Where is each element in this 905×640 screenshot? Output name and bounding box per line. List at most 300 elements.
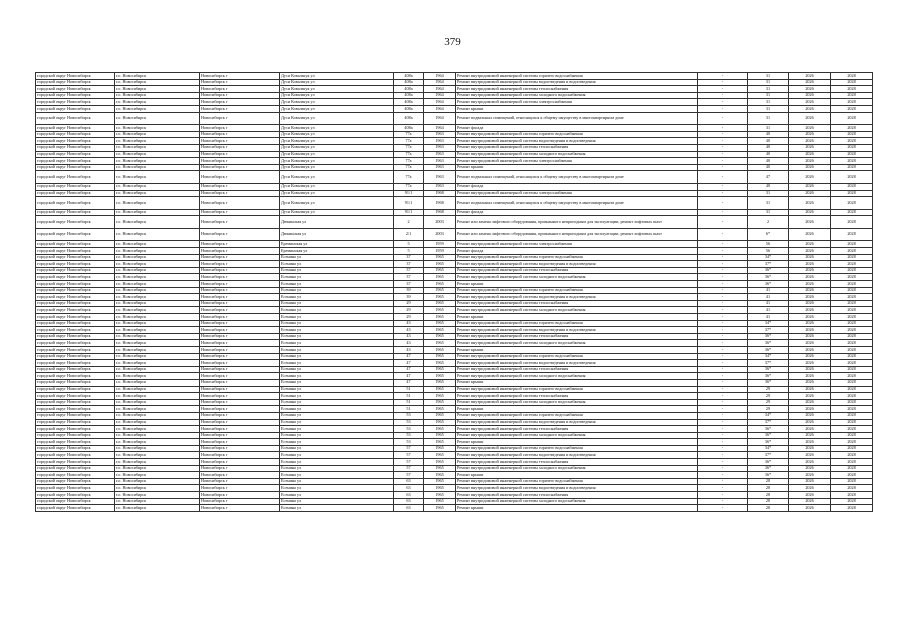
locality-cell: Новосибирск г (200, 320, 280, 327)
settlement-cell: г.о. Новосибирск (115, 287, 200, 294)
year-built-cell: 1965 (424, 353, 456, 360)
table-row (36, 426, 873, 433)
indicator-cell: - (698, 144, 748, 151)
indicator-cell: - (698, 281, 748, 288)
table-row (36, 314, 873, 321)
locality-cell: Новосибирск г (200, 314, 280, 321)
indicator-cell: - (698, 190, 748, 197)
year-built-cell: 2003 (424, 216, 456, 229)
amount-cell: 36* (748, 379, 789, 386)
table-row (36, 183, 873, 190)
year-to-cell: 2028 (831, 112, 873, 125)
locality-cell: Новосибирск г (200, 353, 280, 360)
amount-cell: 34* (748, 445, 789, 452)
house-number-cell: 63 (394, 478, 424, 485)
street-cell: Есенина ул (280, 340, 394, 347)
table-row (36, 346, 873, 353)
amount-cell: 41 (748, 307, 789, 314)
year-to-cell: 2028 (831, 216, 873, 229)
table-row (36, 478, 873, 485)
indicator-cell: - (698, 320, 748, 327)
locality-cell: Новосибирск г (200, 386, 280, 393)
district-cell: городской округ Новосибирск (36, 86, 115, 93)
amount-cell: 40 (748, 183, 789, 190)
year-from-cell: 2026 (789, 307, 831, 314)
house-number-cell: 63 (394, 498, 424, 505)
table-row (36, 125, 873, 132)
locality-cell: Новосибирск г (200, 254, 280, 261)
district-cell: городской округ Новосибирск (36, 281, 115, 288)
indicator-cell: - (698, 445, 748, 452)
street-cell: Есенина ул (280, 274, 394, 281)
locality-cell: Новосибирск г (200, 307, 280, 314)
year-built-cell: 1965 (424, 327, 456, 334)
year-from-cell: 2026 (789, 216, 831, 229)
year-built-cell: 1968 (424, 209, 456, 216)
street-cell: Есенина ул (280, 261, 394, 268)
year-to-cell: 2028 (831, 267, 873, 274)
work-type-cell: Ремонт внутридомовой инженерной системы теплоснабжения (456, 459, 698, 466)
year-to-cell: 2028 (831, 498, 873, 505)
street-cell: Есенина ул (280, 472, 394, 479)
year-built-cell: 1965 (424, 294, 456, 301)
year-from-cell: 2026 (789, 73, 831, 80)
street-cell: Есенина ул (280, 445, 394, 452)
amount-cell: 36* (748, 373, 789, 380)
year-built-cell: 1965 (424, 333, 456, 340)
settlement-cell: г.о. Новосибирск (115, 399, 200, 406)
house-number-cell: 5 (394, 241, 424, 248)
work-type-cell: Ремонт внутридомовой инженерной системы горячего водоснабжения (456, 412, 698, 419)
table-row (36, 287, 873, 294)
work-type-cell: Ремонт подвальных помещений, относящихся к общему имуществу в многоквартирном доме (456, 112, 698, 125)
amount-cell: 31 (748, 105, 789, 112)
locality-cell: Новосибирск г (200, 452, 280, 459)
year-from-cell: 2026 (789, 406, 831, 413)
amount-cell: 36* (748, 432, 789, 439)
year-to-cell: 2028 (831, 314, 873, 321)
work-type-cell: Ремонт внутридомовой инженерной системы электроснабжения (456, 241, 698, 248)
district-cell: городской округ Новосибирск (36, 112, 115, 125)
settlement-cell: г.о. Новосибирск (115, 281, 200, 288)
amount-cell: 36* (748, 465, 789, 472)
table-row (36, 79, 873, 86)
year-to-cell: 2028 (831, 131, 873, 138)
table-row (36, 485, 873, 492)
work-type-cell: Ремонт подвальных помещений, относящихся к общему имуществу в многоквартирном доме (456, 171, 698, 184)
indicator-cell: - (698, 307, 748, 314)
district-cell: городской округ Новосибирск (36, 353, 115, 360)
year-to-cell: 2028 (831, 254, 873, 261)
year-to-cell: 2028 (831, 197, 873, 210)
house-number-cell: 77а (394, 171, 424, 184)
year-built-cell: 1965 (424, 373, 456, 380)
locality-cell: Новосибирск г (200, 105, 280, 112)
year-to-cell: 2028 (831, 274, 873, 281)
work-type-cell: Ремонт или замена лифтового оборудования, признанного непригодным для эксплуатации, ремонт лифтовых шахт (456, 228, 698, 241)
year-built-cell: 1965 (424, 505, 456, 512)
street-cell: Ереминская ул (280, 248, 394, 255)
indicator-cell: - (698, 92, 748, 99)
locality-cell: Новосибирск г (200, 393, 280, 400)
settlement-cell: г.о. Новосибирск (115, 216, 200, 229)
work-type-cell: Ремонт внутридомовой инженерной системы холодного водоснабжения (456, 274, 698, 281)
settlement-cell: г.о. Новосибирск (115, 125, 200, 132)
street-cell: Дуси Ковальчук ул (280, 197, 394, 210)
work-type-cell: Ремонт или замена лифтового оборудования, признанного непригодным для эксплуатации, ремонт лифтовых шахт (456, 216, 698, 229)
year-to-cell: 2028 (831, 412, 873, 419)
table-row (36, 353, 873, 360)
year-from-cell: 2026 (789, 412, 831, 419)
house-number-cell: 51 (394, 406, 424, 413)
indicator-cell: - (698, 432, 748, 439)
year-from-cell: 2026 (789, 144, 831, 151)
street-cell: Дуси Ковальчук ул (280, 190, 394, 197)
year-from-cell: 2026 (789, 485, 831, 492)
year-to-cell: 2028 (831, 79, 873, 86)
amount-cell: 34* (748, 353, 789, 360)
indicator-cell: - (698, 459, 748, 466)
amount-cell: 36* (748, 281, 789, 288)
street-cell: Есенина ул (280, 307, 394, 314)
house-number-cell: 2/1 (394, 228, 424, 241)
house-number-cell: 37 (394, 267, 424, 274)
year-to-cell: 2028 (831, 307, 873, 314)
district-cell: городской округ Новосибирск (36, 267, 115, 274)
work-type-cell: Ремонт крыши (456, 105, 698, 112)
table-row (36, 164, 873, 171)
street-cell: Есенина ул (280, 399, 394, 406)
settlement-cell: г.о. Новосибирск (115, 478, 200, 485)
locality-cell: Новосибирск г (200, 327, 280, 334)
year-to-cell: 2028 (831, 261, 873, 268)
indicator-cell: - (698, 216, 748, 229)
street-cell: Есенина ул (280, 452, 394, 459)
house-number-cell: 37 (394, 281, 424, 288)
year-built-cell: 1965 (424, 459, 456, 466)
table-row (36, 216, 873, 229)
house-number-cell: 39 (394, 287, 424, 294)
house-number-cell: 57 (394, 452, 424, 459)
work-type-cell: Ремонт внутридомовой инженерной системы водоотведения и водоотведения (456, 261, 698, 268)
locality-cell: Новосибирск г (200, 294, 280, 301)
indicator-cell: - (698, 379, 748, 386)
amount-cell: 40 (748, 164, 789, 171)
year-from-cell: 2026 (789, 492, 831, 499)
year-to-cell: 2028 (831, 353, 873, 360)
year-from-cell: 2026 (789, 274, 831, 281)
year-to-cell: 2028 (831, 373, 873, 380)
work-type-cell: Ремонт внутридомовой инженерной системы водоотведения и водоотведения (456, 327, 698, 334)
locality-cell: Новосибирск г (200, 281, 280, 288)
amount-cell: 37* (748, 452, 789, 459)
street-cell: Есенина ул (280, 379, 394, 386)
year-from-cell: 2026 (789, 373, 831, 380)
district-cell: городской округ Новосибирск (36, 386, 115, 393)
year-from-cell: 2026 (789, 86, 831, 93)
street-cell: Есенина ул (280, 419, 394, 426)
locality-cell: Новосибирск г (200, 346, 280, 353)
year-from-cell: 2026 (789, 379, 831, 386)
year-built-cell: 1963 (424, 151, 456, 158)
year-to-cell: 2028 (831, 241, 873, 248)
district-cell: городской округ Новосибирск (36, 274, 115, 281)
year-built-cell: 1964 (424, 125, 456, 132)
work-type-cell: Ремонт внутридомовой инженерной системы водоотведения и водоотведения (456, 452, 698, 459)
table-row (36, 373, 873, 380)
work-type-cell: Ремонт внутридомовой инженерной системы водоотведения и водоотведения (456, 485, 698, 492)
work-type-cell: Ремонт внутридомовой инженерной системы холодного водоснабжения (456, 373, 698, 380)
year-from-cell: 2026 (789, 158, 831, 165)
district-cell: городской округ Новосибирск (36, 485, 115, 492)
work-type-cell: Ремонт внутридомовой инженерной системы холодного водоснабжения (456, 307, 698, 314)
house-number-cell: 43 (394, 320, 424, 327)
amount-cell: 29 (748, 386, 789, 393)
street-cell: Дуси Ковальчук ул (280, 183, 394, 190)
year-from-cell: 2026 (789, 432, 831, 439)
year-built-cell: 1963 (424, 171, 456, 184)
indicator-cell: - (698, 138, 748, 145)
table-row (36, 267, 873, 274)
year-built-cell: 1965 (424, 300, 456, 307)
work-type-cell: Ремонт фасада (456, 125, 698, 132)
settlement-cell: г.о. Новосибирск (115, 197, 200, 210)
year-from-cell: 2026 (789, 327, 831, 334)
work-type-cell: Ремонт внутридомовой инженерной системы горячего водоснабжения (456, 73, 698, 80)
indicator-cell: - (698, 485, 748, 492)
year-to-cell: 2028 (831, 228, 873, 241)
year-built-cell: 1965 (424, 498, 456, 505)
year-from-cell: 2026 (789, 183, 831, 190)
year-built-cell: 2003 (424, 228, 456, 241)
year-from-cell: 2026 (789, 131, 831, 138)
district-cell: городской округ Новосибирск (36, 373, 115, 380)
amount-cell: 6* (748, 228, 789, 241)
year-to-cell: 2028 (831, 105, 873, 112)
locality-cell: Новосибирск г (200, 419, 280, 426)
year-to-cell: 2028 (831, 445, 873, 452)
district-cell: городской округ Новосибирск (36, 346, 115, 353)
indicator-cell: - (698, 151, 748, 158)
street-cell: Дуси Ковальчук ул (280, 131, 394, 138)
year-to-cell: 2028 (831, 183, 873, 190)
year-from-cell: 2026 (789, 294, 831, 301)
year-from-cell: 2026 (789, 459, 831, 466)
amount-cell: 36* (748, 274, 789, 281)
amount-cell: 41 (748, 294, 789, 301)
table-row (36, 307, 873, 314)
table-row (36, 131, 873, 138)
work-type-cell: Ремонт внутридомовой инженерной системы горячего водоснабжения (456, 445, 698, 452)
house-number-cell: 43 (394, 346, 424, 353)
work-type-cell: Ремонт внутридомовой инженерной системы электроснабжения (456, 99, 698, 106)
table-row (36, 300, 873, 307)
amount-cell: 31 (748, 209, 789, 216)
amount-cell: 40 (748, 131, 789, 138)
year-from-cell: 2026 (789, 353, 831, 360)
settlement-cell: г.о. Новосибирск (115, 406, 200, 413)
work-type-cell: Ремонт внутридомовой инженерной системы теплоснабжения (456, 333, 698, 340)
year-to-cell: 2028 (831, 492, 873, 499)
year-built-cell: 1965 (424, 412, 456, 419)
amount-cell: 41 (748, 300, 789, 307)
work-type-cell: Ремонт внутридомовой инженерной системы теплоснабжения (456, 144, 698, 151)
year-built-cell: 1965 (424, 406, 456, 413)
year-built-cell: 1968 (424, 190, 456, 197)
year-to-cell: 2028 (831, 386, 873, 393)
locality-cell: Новосибирск г (200, 333, 280, 340)
district-cell: городской округ Новосибирск (36, 472, 115, 479)
year-to-cell: 2028 (831, 281, 873, 288)
house-number-cell: 53 (394, 412, 424, 419)
amount-cell: 31 (748, 197, 789, 210)
locality-cell: Новосибирск г (200, 209, 280, 216)
settlement-cell: г.о. Новосибирск (115, 105, 200, 112)
settlement-cell: г.о. Новосибирск (115, 112, 200, 125)
table-row (36, 505, 873, 512)
house-number-cell: 408а (394, 112, 424, 125)
amount-cell: 31 (748, 99, 789, 106)
house-number-cell: 77а (394, 151, 424, 158)
house-number-cell: 77а (394, 158, 424, 165)
table-row (36, 73, 873, 80)
indicator-cell: - (698, 248, 748, 255)
year-built-cell: 1965 (424, 419, 456, 426)
year-to-cell: 2028 (831, 426, 873, 433)
district-cell: городской округ Новосибирск (36, 216, 115, 229)
settlement-cell: г.о. Новосибирск (115, 492, 200, 499)
house-number-cell: 39 (394, 294, 424, 301)
amount-cell: 36* (748, 267, 789, 274)
street-cell: Есенина ул (280, 393, 394, 400)
street-cell: Дуси Ковальчук ул (280, 112, 394, 125)
indicator-cell: - (698, 426, 748, 433)
locality-cell: Новосибирск г (200, 138, 280, 145)
settlement-cell: г.о. Новосибирск (115, 386, 200, 393)
year-built-cell: 1965 (424, 366, 456, 373)
table-row (36, 412, 873, 419)
street-cell: Дуси Ковальчук ул (280, 99, 394, 106)
house-number-cell: 53 (394, 419, 424, 426)
page-number: 379 (444, 36, 461, 48)
table-row (36, 281, 873, 288)
work-type-cell: Ремонт внутридомовой инженерной системы холодного водоснабжения (456, 151, 698, 158)
amount-cell: 37* (748, 419, 789, 426)
settlement-cell: г.о. Новосибирск (115, 86, 200, 93)
district-cell: городской округ Новосибирск (36, 241, 115, 248)
settlement-cell: г.о. Новосибирск (115, 261, 200, 268)
year-from-cell: 2026 (789, 439, 831, 446)
year-from-cell: 2026 (789, 426, 831, 433)
house-number-cell: 408а (394, 79, 424, 86)
indicator-cell: - (698, 164, 748, 171)
year-to-cell: 2028 (831, 379, 873, 386)
district-cell: городской округ Новосибирск (36, 248, 115, 255)
indicator-cell: - (698, 346, 748, 353)
table-row (36, 254, 873, 261)
year-from-cell: 2026 (789, 164, 831, 171)
amount-cell: 28 (748, 498, 789, 505)
year-from-cell: 2026 (789, 99, 831, 106)
amount-cell: 36* (748, 459, 789, 466)
year-from-cell: 2026 (789, 254, 831, 261)
year-from-cell: 2026 (789, 314, 831, 321)
work-type-cell: Ремонт внутридомовой инженерной системы горячего водоснабжения (456, 320, 698, 327)
year-to-cell: 2028 (831, 472, 873, 479)
house-number-cell: 51 (394, 399, 424, 406)
amount-cell: 29 (748, 406, 789, 413)
settlement-cell: г.о. Новосибирск (115, 445, 200, 452)
year-to-cell: 2028 (831, 432, 873, 439)
settlement-cell: г.о. Новосибирск (115, 190, 200, 197)
locality-cell: Новосибирск г (200, 426, 280, 433)
indicator-cell: - (698, 86, 748, 93)
settlement-cell: г.о. Новосибирск (115, 505, 200, 512)
district-cell: городской округ Новосибирск (36, 432, 115, 439)
locality-cell: Новосибирск г (200, 164, 280, 171)
house-number-cell: 77а (394, 183, 424, 190)
locality-cell: Новосибирск г (200, 92, 280, 99)
street-cell: Есенина ул (280, 353, 394, 360)
district-cell: городской округ Новосибирск (36, 426, 115, 433)
year-built-cell: 1964 (424, 105, 456, 112)
year-from-cell: 2026 (789, 79, 831, 86)
year-to-cell: 2028 (831, 505, 873, 512)
house-number-cell: 43 (394, 333, 424, 340)
district-cell: городской округ Новосибирск (36, 412, 115, 419)
amount-cell: 28 (748, 485, 789, 492)
amount-cell: 36* (748, 340, 789, 347)
year-built-cell: 1965 (424, 287, 456, 294)
year-to-cell: 2028 (831, 125, 873, 132)
locality-cell: Новосибирск г (200, 73, 280, 80)
locality-cell: Новосибирск г (200, 478, 280, 485)
locality-cell: Новосибирск г (200, 300, 280, 307)
year-to-cell: 2028 (831, 73, 873, 80)
table-row (36, 261, 873, 268)
house-number-cell: 53 (394, 439, 424, 446)
amount-cell: 31 (748, 79, 789, 86)
work-type-cell: Ремонт внутридомовой инженерной системы холодного водоснабжения (456, 498, 698, 505)
year-from-cell: 2026 (789, 138, 831, 145)
year-from-cell: 2026 (789, 399, 831, 406)
street-cell: Дюкинская ул (280, 228, 394, 241)
indicator-cell: - (698, 99, 748, 106)
district-cell: городской округ Новосибирск (36, 294, 115, 301)
indicator-cell: - (698, 472, 748, 479)
settlement-cell: г.о. Новосибирск (115, 92, 200, 99)
indicator-cell: - (698, 79, 748, 86)
table-row (36, 171, 873, 184)
district-cell: городской округ Новосибирск (36, 406, 115, 413)
work-type-cell: Ремонт внутридомовой инженерной системы горячего водоснабжения (456, 287, 698, 294)
locality-cell: Новосибирск г (200, 399, 280, 406)
house-number-cell: 408а (394, 92, 424, 99)
year-built-cell: 1965 (424, 320, 456, 327)
settlement-cell: г.о. Новосибирск (115, 432, 200, 439)
indicator-cell: - (698, 353, 748, 360)
indicator-cell: - (698, 465, 748, 472)
year-from-cell: 2026 (789, 452, 831, 459)
indicator-cell: - (698, 505, 748, 512)
table-row (36, 379, 873, 386)
house-number-cell: 77а (394, 164, 424, 171)
year-built-cell: 1964 (424, 73, 456, 80)
amount-cell: 37* (748, 261, 789, 268)
street-cell: Дуси Ковальчук ул (280, 138, 394, 145)
table-row (36, 92, 873, 99)
settlement-cell: г.о. Новосибирск (115, 485, 200, 492)
